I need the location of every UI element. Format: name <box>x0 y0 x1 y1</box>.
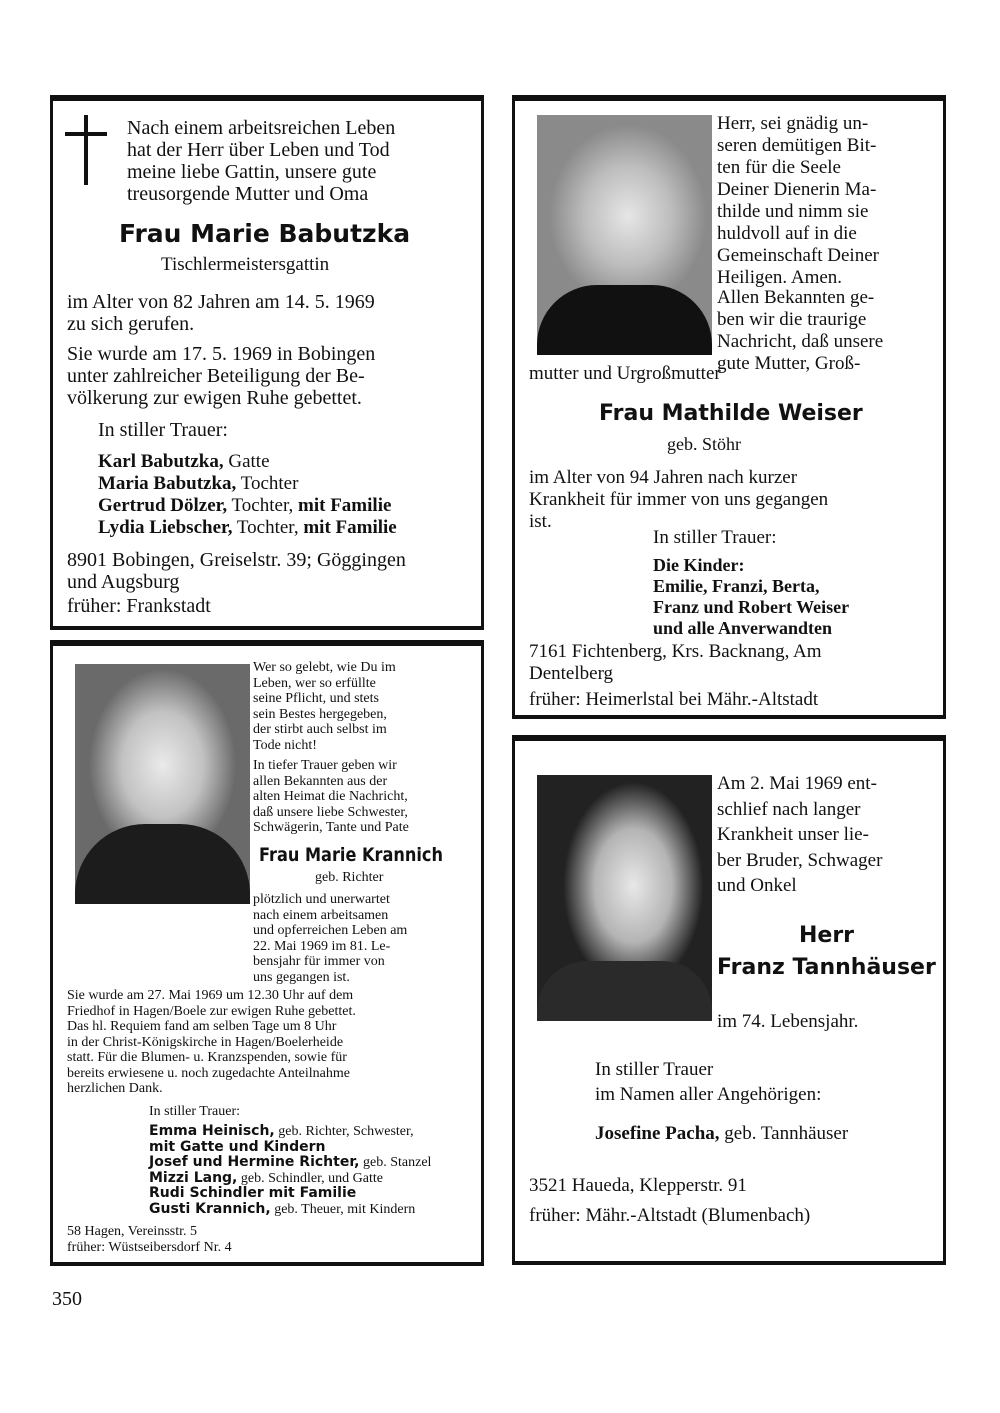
prayer-text: Herr, sei gnädig un- seren demütigen Bit- ten für die Seele Deiner Dienerin Ma- thilde und nimm sie huldvoll auf in die Gemeinschaft Deiner Heiligen. Amen. <box>717 113 879 288</box>
mourner: Gusti Krannich, geb. Theuer, mit Kindern <box>149 1200 416 1217</box>
address: 3521 Haueda, Klepperstr. 91 <box>529 1175 747 1196</box>
intro-text: Nach einem arbeitsreichen Leben hat der Herr über Leben und Tod meine liebe Gattin, unsere gute treusorgende Mutter und Oma <box>127 117 396 205</box>
mourning-label: In stiller Trauer im Namen aller Angehörigen: <box>595 1059 822 1105</box>
deceased-name: Frau Marie Babutzka <box>119 219 411 248</box>
mourner-list: Die Kinder: Emilie, Franzi, Berta, Franz und Robert Weiser und alle Anverwandten <box>653 555 850 638</box>
mourner: Maria Babutzka, Tochter <box>98 473 299 494</box>
address: 7161 Fichtenberg, Krs. Backnang, Am Dentelberg <box>529 641 822 684</box>
burial-text: Sie wurde am 17. 5. 1969 in Bobingen unter zahlreicher Beteiligung der Be- völkerung zur ewigen Ruhe gebettet. <box>67 343 376 409</box>
deceased-name: Franz Tannhäuser <box>717 955 936 980</box>
page-number: 350 <box>52 1288 82 1310</box>
former-residence: früher: Heimerlstal bei Mähr.-Altstadt <box>529 689 819 710</box>
occupation: Tischlermeistersgattin <box>161 254 330 275</box>
former-residence: früher: Wüstseibersdorf Nr. 4 <box>67 1239 232 1255</box>
mourner: Gertrud Dölzer, Tochter, mit Familie <box>98 495 392 516</box>
notice-text: In tiefer Trauer geben wir allen Bekannten aus der alten Heimat die Nachricht, daß unsere liebe Schwester, Schwägerin, Tante und Pate <box>253 758 409 835</box>
maiden-name: geb. Stöhr <box>667 434 741 454</box>
mourner: Rudi Schindler mit Familie <box>149 1185 357 1201</box>
obituary-tannhaeuser <box>512 735 946 1265</box>
maiden-name: geb. Richter <box>315 870 384 885</box>
portrait-photo <box>75 664 250 904</box>
notice-text: Am 2. Mai 1969 ent- schlief nach langer Krankheit unser lie- ber Bruder, Schwager und Onkel <box>717 773 883 896</box>
address: 58 Hagen, Vereinsstr. 5 früher: Wüstseibersdorf Nr. 4 <box>67 1224 232 1255</box>
obituary-weiser <box>512 95 946 719</box>
verse-text: Wer so gelebt, wie Du im Leben, wer so erfüllte seine Pflicht, und stets sein Bestes hergegeben, der stirbt auch selbst im Tode nicht! <box>253 660 396 753</box>
deceased-name: Frau Marie Krannich <box>259 844 444 866</box>
age-text: im 74. Lebensjahr. <box>717 1011 859 1032</box>
cross-icon <box>65 115 107 185</box>
obituary-babutzka <box>50 95 484 630</box>
mourner: Emma Heinisch, geb. Richter, Schwester, <box>149 1123 414 1139</box>
deceased-name: Frau Mathilde Weiser <box>599 401 863 426</box>
mourner: Lydia Liebscher, Tochter, mit Familie <box>98 517 397 538</box>
mourner: Josefine Pacha, geb. Tannhäuser <box>595 1123 849 1144</box>
address: 8901 Bobingen, Greiselstr. 39; Gögging​en und Augsburg <box>67 549 406 593</box>
mourner: Josef und Hermine Richter, geb. Stanzel <box>149 1154 432 1170</box>
notice-text: Allen Bekannten ge- ben wir die traurige Nachricht, daß unsere gute Mutter, Groß- <box>717 287 884 374</box>
mourner: Karl Babutzka, Gatte <box>98 451 270 472</box>
mourner: Mizzi Lang, geb. Schindler, und Gatte <box>149 1169 384 1186</box>
obituary-krannich <box>50 640 484 1266</box>
age-text: im Alter von 94 Jahren nach kurzer Krankheit für immer von uns gegangen ist. <box>529 467 829 532</box>
mourning-label: In stiller Trauer: <box>98 419 228 441</box>
deceased-title: Herr <box>799 923 855 948</box>
age-text: im Alter von 82 Jahren am 14. 5. 1969 zu sich gerufen. <box>67 291 375 335</box>
portrait-photo <box>537 775 712 1021</box>
death-text: plötzlich und unerwartet nach einem arbeitsamen und opferreichen Leben am 22. Mai 1969 im 81. Le- bensjahr für immer von uns gegangen ist. <box>253 892 408 985</box>
former-residence: früher: Mähr.-Altstadt (Blumenbach) <box>529 1205 811 1226</box>
mourner-list <box>149 1124 431 1217</box>
mourning-label: In stiller Trauer: <box>149 1104 240 1119</box>
portrait-photo <box>537 115 712 355</box>
mourner: mit Gatte und Kindern <box>149 1138 326 1155</box>
notice-tail: mutter und Urgroßmutter <box>529 363 721 384</box>
mourner-list <box>98 451 397 539</box>
mourning-label: In stiller Trauer: <box>653 527 777 548</box>
former-residence: früher: Frankstadt <box>67 595 211 617</box>
burial-text: Sie wurde am 27. Mai 1969 um 12.30 Uhr auf dem Friedhof in Hagen/Boele zur ewigen Ruhe gebettet. Das hl. Requiem fand am selben Tage um 8 Uhr in der Christ-Königskirche in Hagen/Boelerheide statt. Für die Blumen- u. Kranzspenden, sowie für bereits erwiesene u. noch zugedachte Anteilnahme herzlichen Dank. <box>67 988 356 1096</box>
